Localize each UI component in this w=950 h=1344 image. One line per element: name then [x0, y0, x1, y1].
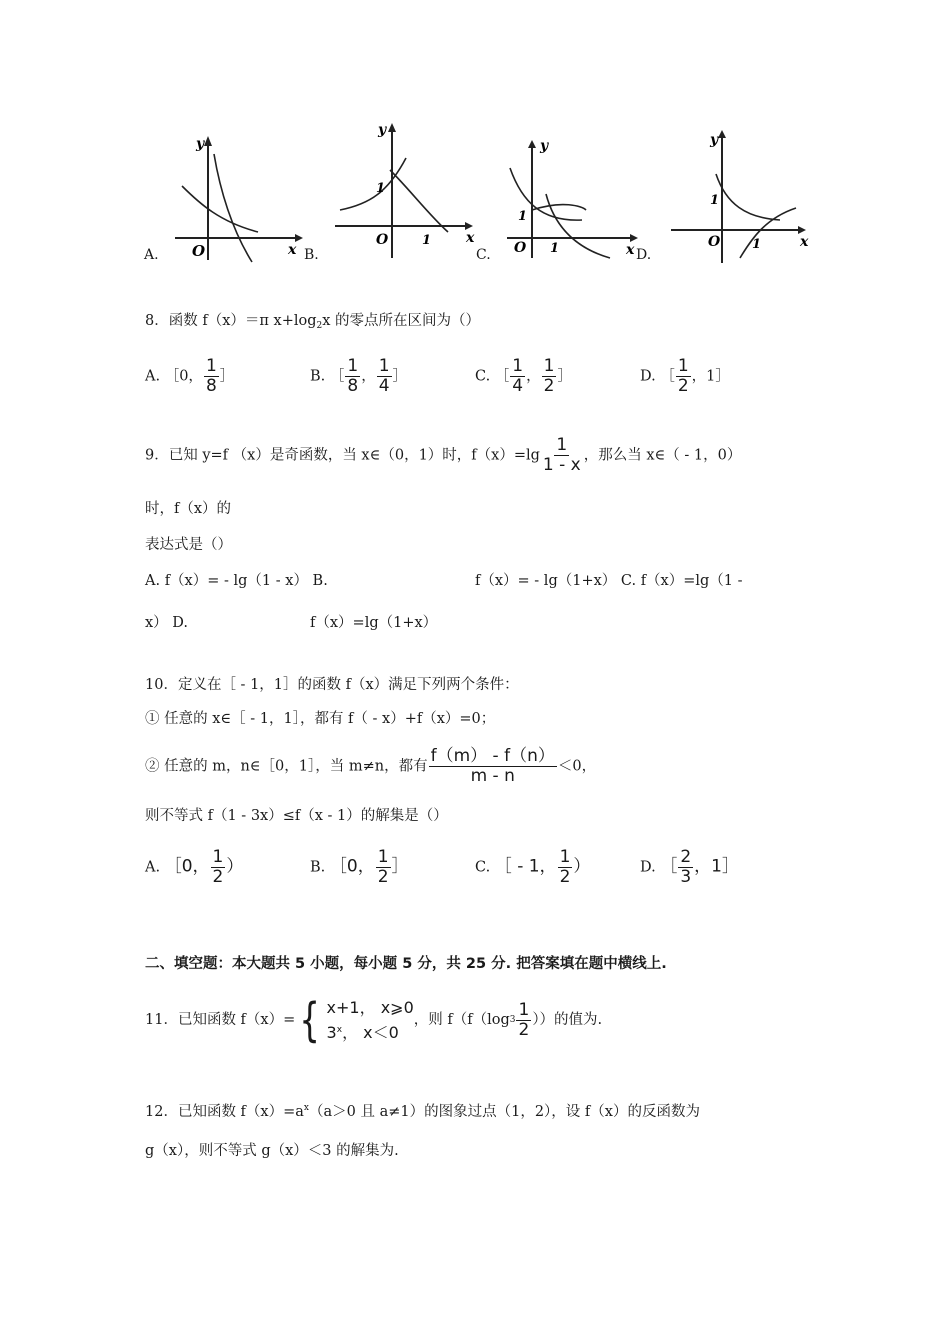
- q7-option-d-label: D.: [636, 247, 652, 263]
- q8-option-b-mid: ，: [361, 368, 376, 385]
- q9-stem: [145, 436, 741, 475]
- svg-text:1: 1: [710, 193, 720, 208]
- svg-text:x: x: [288, 242, 297, 258]
- svg-text:y: y: [710, 132, 719, 148]
- q8-option-b: [310, 357, 407, 396]
- q10-option-b-pre: ［0，: [329, 856, 375, 877]
- q10-option-d-pre: ［: [660, 856, 678, 877]
- q10-stem: 10．定义在［ - 1，1］的函数 f（x）满足下列两个条件：: [145, 677, 519, 693]
- q7-graph-d: [666, 128, 816, 268]
- q10-option-c-frac: [558, 848, 573, 887]
- q8-option-d-post: ，1］: [691, 368, 730, 385]
- frac-num: 1: [559, 847, 571, 867]
- q9-options-line2-a: x） D.: [145, 615, 189, 631]
- q10-option-c-post: ）: [573, 856, 591, 877]
- q12-line2: g（x），则不等式 g（x）＜3 的解集为.: [145, 1143, 399, 1159]
- q8-option-a-label: A.: [145, 368, 161, 385]
- q8-option-c-pre: ［: [494, 368, 510, 385]
- frac-num: 2: [680, 847, 692, 867]
- q8-option-b-frac-2: [377, 357, 392, 396]
- q11-case-2: [327, 1019, 414, 1044]
- frac-num: 1: [377, 847, 389, 867]
- q10-condition-2-text-a: ② 任意的 m，n∈［0，1］，当 m≠n，都有: [145, 758, 428, 775]
- q10-option-a-post: ）: [226, 856, 244, 877]
- q10-option-c-pre: ［ - 1，: [494, 856, 557, 877]
- frac-den: 2: [377, 867, 389, 887]
- section-2-heading: 二、填空题：本大题共 5 小题，每小题 5 分，共 25 分. 把答案填在题中横线上.: [145, 956, 667, 972]
- q9-stem-text-a: 9．已知 y=f （x）是奇函数，当 x∈（0，1）时，f（x）=lg: [145, 447, 540, 464]
- q8-option-b-frac-1: [345, 357, 360, 396]
- q8-option-b-label: B.: [310, 368, 326, 385]
- q12-line1: [145, 1098, 700, 1122]
- q11-frac: [516, 1001, 531, 1040]
- q11-case-2-rest: ， x＜0: [342, 1022, 399, 1042]
- q9-option-d-text: f（x）=lg（1+x）: [310, 615, 438, 631]
- q11-piecewise: [295, 993, 414, 1047]
- q9-options-line1: [145, 571, 805, 591]
- q10-condition-2-text-b: ＜0，: [557, 758, 597, 775]
- frac-num: 1: [347, 356, 359, 376]
- frac-num: 1: [543, 356, 555, 376]
- frac-num: 1: [512, 356, 524, 376]
- frac-num: 1: [556, 435, 568, 455]
- q7-option-b-label: B.: [304, 247, 319, 263]
- q8-option-c-frac-1: [510, 357, 525, 396]
- frac-den: 2: [212, 867, 224, 887]
- frac-den: 2: [559, 867, 571, 887]
- frac-den: 4: [378, 376, 390, 396]
- q10-option-c-label: C.: [475, 859, 491, 876]
- frac-num: 1: [518, 999, 530, 1020]
- frac-num: 1: [378, 356, 390, 376]
- q8-option-c: [475, 357, 572, 396]
- q9-options-line2: [145, 613, 805, 633]
- q7-option-a-label: A.: [144, 247, 159, 263]
- q9-line2: 时，f（x）的: [145, 501, 232, 517]
- q8-option-a-frac: [204, 357, 219, 396]
- frac-num: 1: [205, 356, 217, 376]
- q10-option-d: [640, 848, 739, 887]
- svg-text:O: O: [514, 240, 527, 256]
- q11-log-base: 3: [509, 1015, 516, 1025]
- svg-text:y: y: [378, 122, 387, 138]
- svg-text:y: y: [196, 136, 205, 152]
- svg-text:x: x: [626, 242, 635, 258]
- frac-den: 3: [680, 867, 692, 887]
- q10-option-d-post: ，1］: [694, 856, 739, 877]
- svg-text:1: 1: [518, 209, 528, 224]
- q8-stem-text-b: x 的零点所在区间为（）: [322, 313, 481, 329]
- q8-option-d-label: D.: [640, 368, 656, 385]
- q11-stem-text-a: 11．已知函数 f（x）=: [145, 1012, 296, 1028]
- svg-text:O: O: [192, 242, 206, 260]
- q10-option-a-frac: [211, 848, 226, 887]
- frac-den: 2: [518, 1019, 530, 1040]
- svg-text:1: 1: [376, 181, 386, 196]
- q8-option-c-frac-2: [542, 357, 557, 396]
- q11-case-1: x+1， x⩾0: [326, 997, 414, 1017]
- q8-option-b-post: ］: [392, 368, 408, 385]
- q10-ask: 则不等式 f（1 - 3x）≤f（x - 1）的解集是（）: [145, 808, 448, 824]
- svg-text:1: 1: [422, 233, 432, 248]
- q8-option-a: [145, 357, 234, 396]
- frac-num: 1: [677, 356, 689, 376]
- q9-stem-frac: [541, 436, 583, 475]
- q12-exponent: x: [303, 1103, 309, 1113]
- q9-options-line1-a: A. f（x）= - lg（1 - x） B.: [145, 573, 328, 589]
- svg-text:O: O: [376, 232, 389, 248]
- q7-option-c-label: C.: [476, 247, 491, 263]
- q8-stem-text-a: 8．函数 f（x）＝π x+log: [145, 313, 317, 329]
- q10-option-c: [475, 848, 590, 887]
- q7-graphs: [140, 120, 820, 270]
- frac-den: 2: [677, 376, 689, 396]
- q8-option-b-pre: ［: [329, 368, 345, 385]
- q8-option-c-post: ］: [557, 368, 572, 385]
- q10-condition-2: [145, 747, 596, 786]
- q10-condition-1: ① 任意的 x∈［ - 1，1］，都有 f（ - x）+f（x）=0；: [145, 711, 496, 727]
- q11-case-2-exp: x: [336, 1024, 343, 1035]
- q8-option-a-post: ］: [219, 368, 235, 385]
- q12-line1-text-b: （a＞0 且 a≠1）的图象过点（1，2），设 f（x）的反函数为: [308, 1104, 700, 1120]
- frac-num: 1: [212, 847, 224, 867]
- q10-option-b: [310, 848, 409, 887]
- q10-option-a-pre: ［0，: [164, 856, 210, 877]
- q10-option-a-label: A.: [145, 859, 161, 876]
- frac-den: 2: [543, 376, 555, 396]
- q11-stem-text-c: ））的值为.: [532, 1012, 603, 1028]
- svg-text:O: O: [708, 234, 721, 250]
- frac-den: 4: [512, 376, 524, 396]
- frac-num: f（m） - f（n）: [430, 746, 555, 766]
- q10-condition-2-frac: [429, 747, 557, 786]
- q7-graph-c: [502, 138, 642, 268]
- q10-option-b-post: ］: [391, 856, 409, 877]
- q9-stem-text-b: ，那么当 x∈（ - 1，0）: [583, 447, 742, 464]
- q11-stem: [145, 992, 602, 1048]
- q9-line3: 表达式是（）: [145, 537, 232, 553]
- q8-log-base: 2: [316, 321, 323, 331]
- q7-graph-b: [330, 120, 480, 260]
- q10-option-d-label: D.: [640, 859, 656, 876]
- q8-option-c-mid: ，: [526, 368, 541, 385]
- q8-option-c-label: C.: [475, 368, 491, 385]
- q9-options-line1-b: f（x）= - lg（1+x） C. f（x）=lg（1 -: [475, 573, 743, 589]
- svg-text:1: 1: [550, 241, 560, 256]
- q7-graph-a: [170, 130, 310, 270]
- q8-stem: [145, 311, 480, 336]
- q10-option-b-frac: [376, 848, 391, 887]
- svg-text:y: y: [540, 138, 549, 154]
- frac-den: 1 - x: [542, 455, 581, 475]
- svg-text:x: x: [800, 234, 809, 250]
- q11-cases: [327, 997, 414, 1044]
- frac-den: 8: [347, 376, 359, 396]
- q10-option-b-label: B.: [310, 859, 326, 876]
- q11-case-2-base: 3: [326, 1022, 337, 1042]
- q8-option-a-pre: ［0，: [164, 368, 203, 385]
- q8-option-d-frac: [676, 357, 691, 396]
- frac-den: 8: [205, 376, 217, 396]
- q8-option-d: [640, 357, 730, 396]
- svg-text:x: x: [466, 230, 475, 246]
- q8-option-d-pre: ［: [660, 368, 675, 385]
- q10-option-a: [145, 848, 243, 887]
- svg-text:1: 1: [752, 237, 762, 252]
- frac-den: m - n: [470, 766, 515, 786]
- q11-stem-text-b: ，则 f（f（log: [413, 1012, 510, 1028]
- q10-option-d-frac: [678, 848, 693, 887]
- left-brace-icon: {: [299, 993, 321, 1047]
- q12-line1-text-a: 12．已知函数 f（x）=a: [145, 1104, 304, 1120]
